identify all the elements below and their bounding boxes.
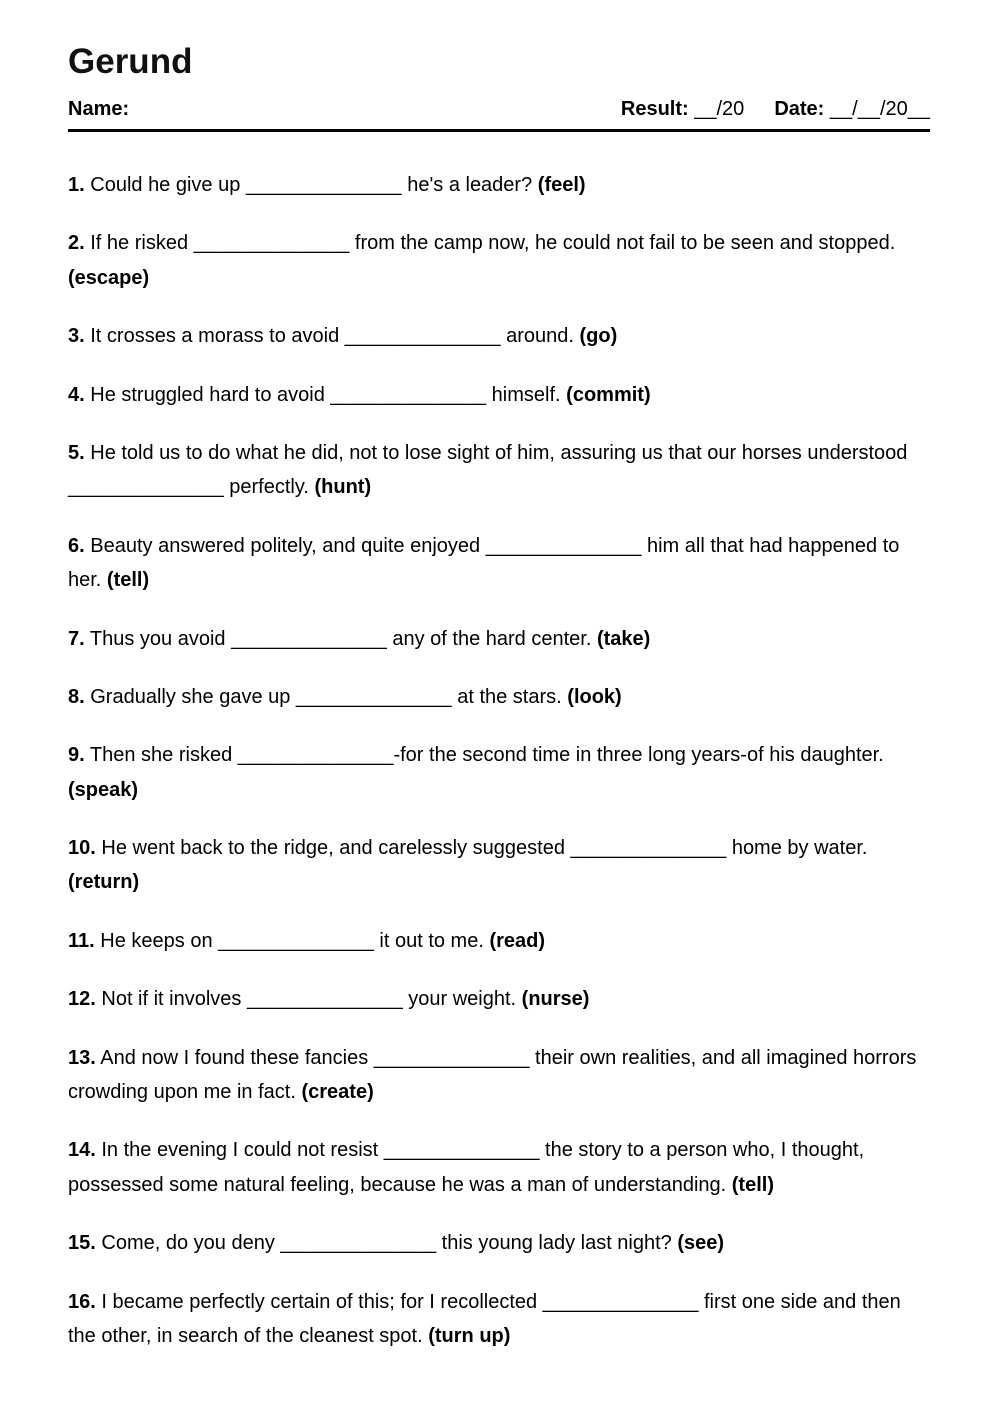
item-verb: (read)	[489, 929, 546, 952]
exercise-item-5	[68, 436, 930, 505]
item-text: Come, do you deny ______________ this young lady last night?	[101, 1232, 672, 1255]
item-verb: (tell)	[731, 1173, 774, 1196]
exercise-item-13	[68, 1041, 930, 1110]
item-verb: (feel)	[537, 174, 586, 196]
item-verb: (take)	[596, 627, 651, 650]
name-field	[68, 98, 129, 121]
item-text: If he risked ______________ from the camp now, he could not fail to be seen and stopped.	[90, 232, 896, 255]
item-verb: (create)	[301, 1081, 374, 1104]
item-text: Thus you avoid ______________ any of the hard center.	[89, 627, 592, 650]
item-number: 16.	[68, 1290, 96, 1313]
item-verb: (speak)	[68, 778, 139, 801]
item-verb: (look)	[567, 685, 622, 708]
item-number: 11.	[68, 929, 95, 952]
item-verb: (go)	[579, 325, 618, 348]
item-number: 7.	[68, 627, 85, 650]
result-label: Result:	[620, 98, 689, 120]
item-text: It crosses a morass to avoid ______________ around.	[90, 325, 574, 348]
item-text: Could he give up ______________ he's a leader?	[90, 174, 533, 196]
exercise-item-3	[68, 319, 930, 353]
item-number: 1.	[68, 174, 85, 196]
name-label: Name:	[68, 98, 130, 120]
item-verb: (tell)	[106, 569, 150, 592]
exercise-item-16	[68, 1285, 930, 1354]
item-text: And now I found these fancies ______________ their own realities, and all imagined horrors crowding upon me in fact.	[68, 1046, 917, 1104]
item-number: 3.	[68, 325, 85, 348]
date-label: Date:	[774, 98, 825, 120]
item-number: 4.	[68, 383, 85, 406]
item-number: 9.	[68, 744, 85, 767]
exercise-item-14	[68, 1133, 930, 1202]
item-text: He told us to do what he did, not to lose sight of him, assuring us that our horses understood ______________ perfectly.	[68, 441, 908, 499]
item-verb: (turn up)	[428, 1324, 511, 1347]
item-number: 10.	[68, 837, 96, 860]
exercise-item-2	[68, 226, 930, 295]
item-number: 6.	[68, 534, 85, 557]
item-text: He went back to the ridge, and carelessly suggested ______________ home by water.	[101, 837, 868, 860]
result-value: __/20	[694, 98, 745, 120]
result-field	[621, 98, 744, 121]
exercise-item-15	[68, 1226, 930, 1260]
item-text: He struggled hard to avoid ______________ himself.	[90, 383, 561, 406]
item-verb: (nurse)	[521, 988, 590, 1011]
item-text: In the evening I could not resist ______________ the story to a person who, I thought, possessed some natural feeling, because he was a man of understanding.	[68, 1139, 865, 1196]
item-number: 12.	[68, 988, 96, 1011]
item-text: Then she risked ______________-for the second time in three long years-of his daughter.	[89, 744, 884, 767]
exercise-item-9	[68, 738, 930, 807]
item-number: 5.	[68, 441, 85, 464]
exercise-item-1	[68, 168, 930, 202]
worksheet-header	[68, 98, 930, 132]
score-fields	[621, 98, 930, 121]
date-field	[774, 98, 930, 121]
item-text: I became perfectly certain of this; for I recollected ______________ first one side and then the other, in search of the cleanest spot.	[68, 1290, 901, 1347]
item-text: Not if it involves ______________ your weight.	[101, 988, 517, 1011]
item-verb: (return)	[68, 871, 140, 894]
page-title: Gerund	[68, 42, 193, 81]
item-number: 2.	[68, 232, 85, 255]
exercise-list	[68, 168, 930, 1353]
date-value: __/__/20__	[829, 98, 930, 120]
item-verb: (see)	[677, 1232, 725, 1255]
item-verb: (hunt)	[314, 476, 372, 499]
exercise-item-10	[68, 831, 930, 900]
item-number: 14.	[68, 1139, 96, 1162]
exercise-item-6	[68, 529, 930, 598]
exercise-item-7	[68, 622, 930, 656]
exercise-item-8	[68, 680, 930, 714]
exercise-item-12	[68, 982, 930, 1016]
item-text: Beauty answered politely, and quite enjoyed ______________ him all that had happened to her.	[68, 534, 900, 592]
exercise-item-4	[68, 378, 930, 412]
item-verb: (escape)	[68, 266, 150, 289]
item-number: 8.	[68, 685, 85, 708]
item-number: 15.	[68, 1232, 96, 1255]
exercise-item-11	[68, 924, 930, 958]
item-number: 13.	[68, 1046, 96, 1069]
item-text: He keeps on ______________ it out to me.	[100, 929, 484, 952]
item-text: Gradually she gave up ______________ at the stars.	[90, 685, 562, 708]
item-verb: (commit)	[566, 383, 651, 406]
